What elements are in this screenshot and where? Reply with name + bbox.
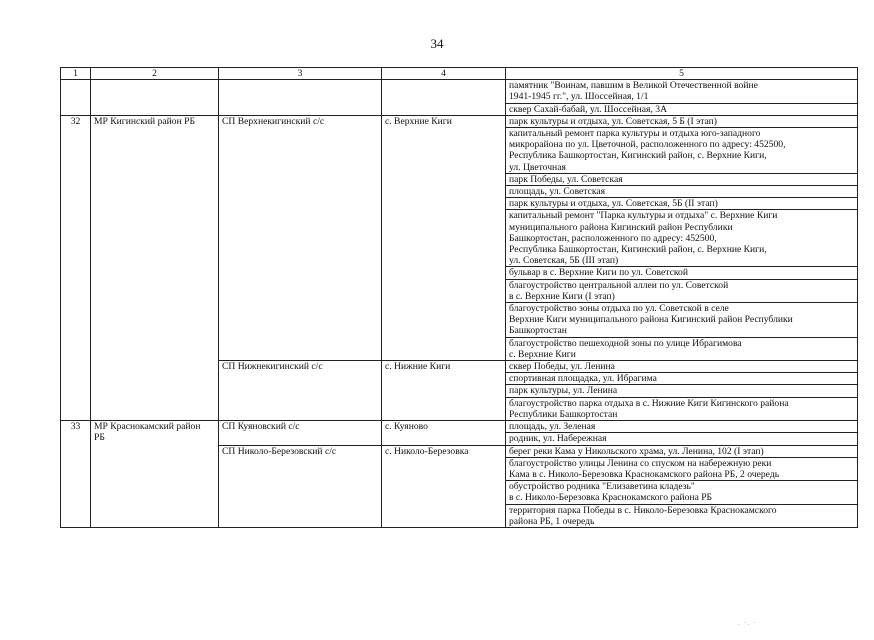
object-cell: бульвар в с. Верхние Киги по ул. Советской xyxy=(506,267,858,279)
scan-artifact: . · . · xyxy=(738,620,756,627)
object-cell: капитальный ремонт "Парка культуры и отдыха" с. Верхние Киги муниципального района Кигинский район Республики Башкортостан, расположенного по адресу: 452500, Республика Башкортостан, Кигинский район, с. Верхние Киги, ул. Советская, 5Б (III этап) xyxy=(506,210,858,267)
object-cell: памятник "Воинам, павшим в Великой Отечественной войне 1941-1945 гг.", ул. Шоссейная, 1/1 xyxy=(506,80,858,103)
object-cell: сквер Сахай-бабай, ул. Шоссейная, 3А xyxy=(506,103,858,115)
settlement-cell: СП Николо-Березовский с/с xyxy=(219,445,382,527)
object-cell: площадь, ул. Зеленая xyxy=(506,421,858,433)
entry-number xyxy=(61,80,91,116)
object-cell: обустройство родника "Елизаветина кладезь" в с. Николо-Березовка Краснокамского района РБ xyxy=(506,481,858,504)
settlement-cell xyxy=(219,80,382,116)
object-cell: парк Победы, ул. Советская xyxy=(506,173,858,185)
col-header-4: 4 xyxy=(382,68,506,80)
col-header-3: 3 xyxy=(219,68,382,80)
locality-cell: с. Нижние Киги xyxy=(382,361,506,421)
object-cell: благоустройство пешеходной зоны по улице Ибрагимова с. Верхние Киги xyxy=(506,337,858,360)
object-cell: парк культуры, ул. Ленина xyxy=(506,385,858,397)
object-cell: сквер Победы, ул. Ленина xyxy=(506,361,858,373)
locality-cell: с. Верхние Киги xyxy=(382,115,506,360)
object-cell: спортивная площадка, ул. Ибрагима xyxy=(506,373,858,385)
settlement-cell: СП Куяновский с/с xyxy=(219,421,382,445)
object-cell: площадь, ул. Советская xyxy=(506,186,858,198)
table-header-row xyxy=(61,68,858,80)
page-number: 34 xyxy=(430,36,444,51)
object-cell: территория парка Победы в с. Николо-Березовка Краснокамского района РБ, 1 очередь xyxy=(506,504,858,527)
table-row xyxy=(61,421,858,433)
locality-cell: с. Куяново xyxy=(382,421,506,445)
object-cell: благоустройство зоны отдыха по ул. Советской в селе Верхние Киги муниципального района Кигинский район Республики Башкортостан xyxy=(506,303,858,338)
district-cell: МР Краснокамский район РБ xyxy=(91,421,219,528)
col-header-1: 1 xyxy=(61,68,91,80)
locality-cell xyxy=(382,80,506,116)
col-header-2: 2 xyxy=(91,68,219,80)
object-cell: благоустройство центральной аллеи по ул. Советской в с. Верхние Киги (I этап) xyxy=(506,279,858,302)
locality-cell: с. Николо-Березовка xyxy=(382,445,506,527)
col-header-5: 5 xyxy=(506,68,858,80)
table-row xyxy=(61,80,858,103)
register-table xyxy=(60,67,858,528)
district-cell: МР Кигинский район РБ xyxy=(91,115,219,420)
object-cell: благоустройство парка отдыха в с. Нижние Киги Кигинского района Республики Башкортостан xyxy=(506,397,858,420)
table-body xyxy=(61,80,858,528)
object-cell: благоустройство улицы Ленина со спуском на набережную реки Кама в с. Николо-Березовка Краснокамского района РБ, 2 очередь xyxy=(506,457,858,480)
settlement-cell: СП Нижнекигинский с/с xyxy=(219,361,382,421)
object-cell: берег реки Кама у Никольского храма, ул. Ленина, 102 (I этап) xyxy=(506,445,858,457)
object-cell: капитальный ремонт парка культуры и отдыха юго-западного микрорайона по ул. Цветочной, расположенного по адресу: 452500, Республика Башкортостан, Кигинский район, с. Верхние Киги, ул. Цветочная xyxy=(506,128,858,174)
entry-number: 32 xyxy=(61,115,91,420)
table-row xyxy=(61,115,858,127)
entry-number: 33 xyxy=(61,421,91,528)
settlement-cell: СП Верхнекигинский с/с xyxy=(219,115,382,360)
object-cell: парк культуры и отдыха, ул. Советская, 5 Б (I этап) xyxy=(506,115,858,127)
object-cell: парк культуры и отдыха, ул. Советская, 5Б (II этап) xyxy=(506,198,858,210)
district-cell xyxy=(91,80,219,116)
object-cell: родник, ул. Набережная xyxy=(506,433,858,445)
